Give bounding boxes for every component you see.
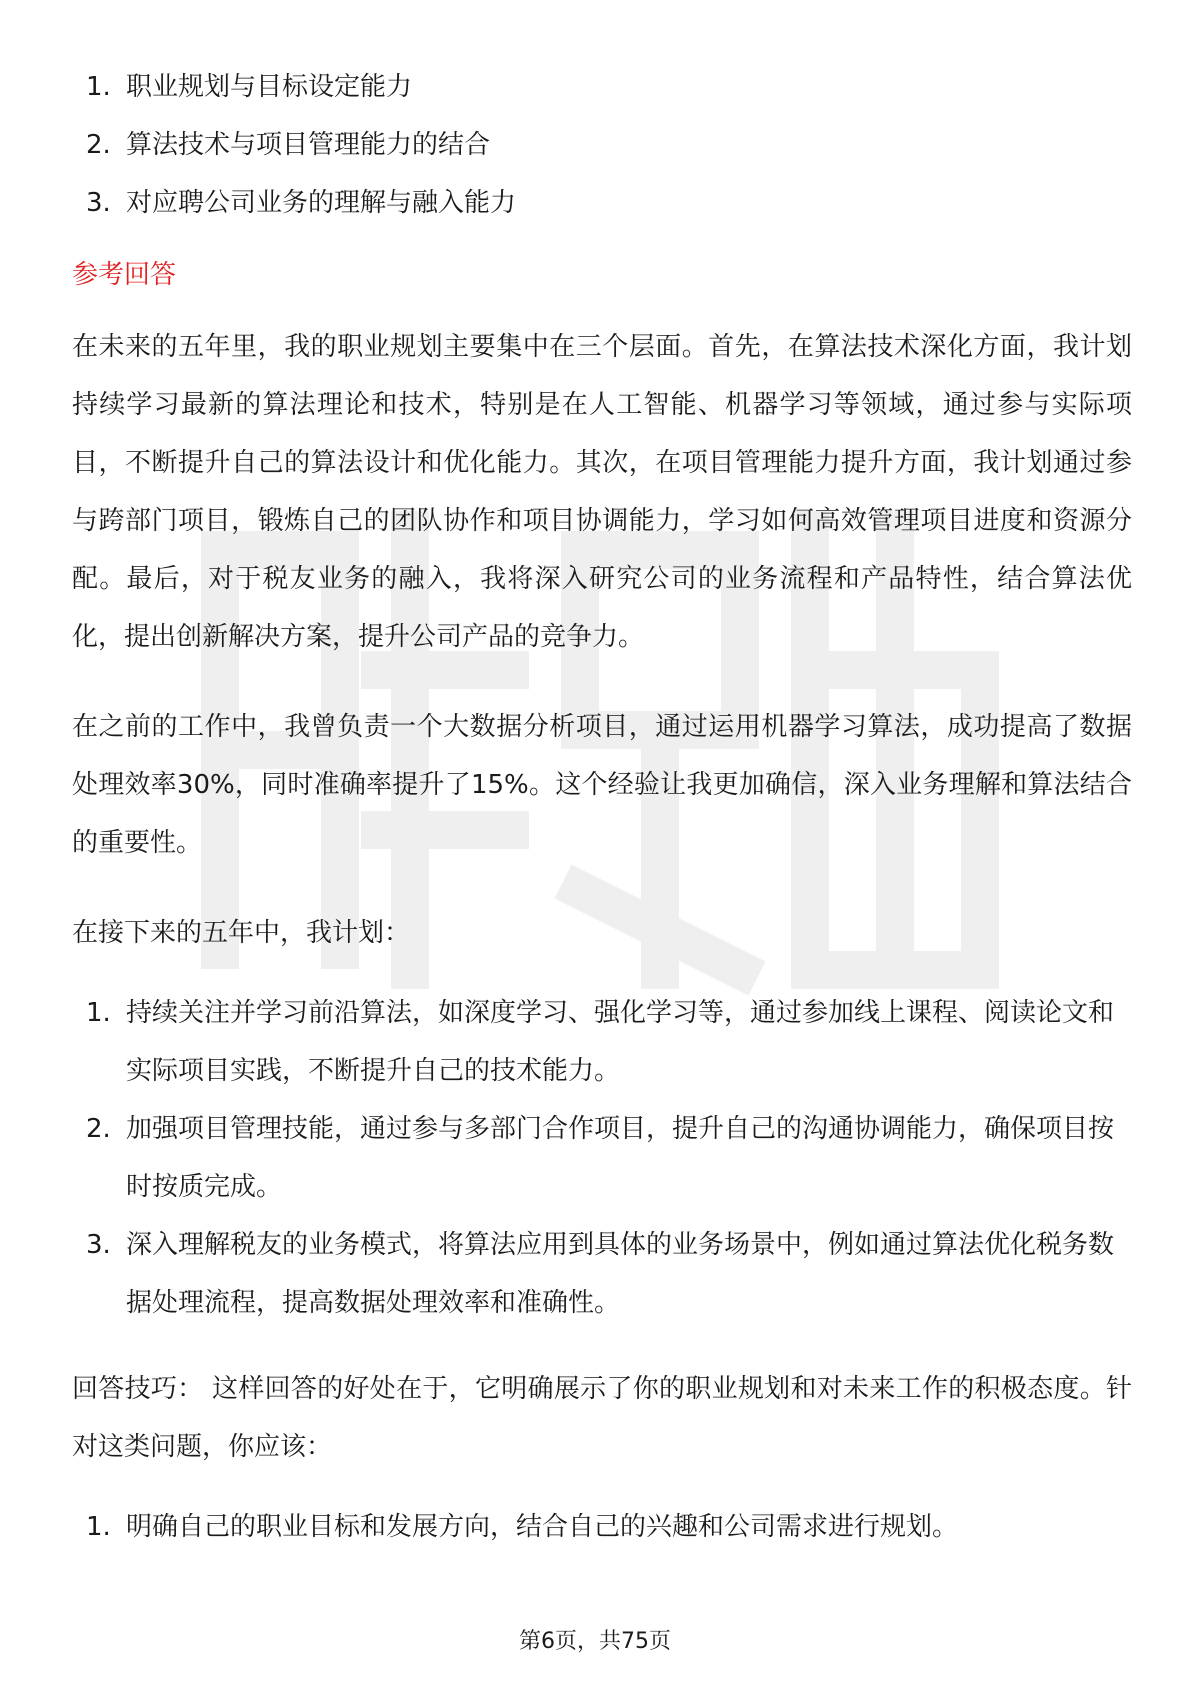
list-number: 2.: [86, 1114, 111, 1144]
list-number: 2.: [86, 130, 111, 160]
list-item: [72, 116, 1132, 174]
section-title: 参考回答: [72, 260, 177, 290]
list-number: 1.: [86, 998, 111, 1028]
plan-list: [72, 984, 1132, 1332]
list-item: [72, 984, 1132, 1100]
list-text: 持续关注并学习前沿算法，如深度学习、强化学习等，通过参加线上课程、阅读论文和实际项目实践，不断提升自己的技术能力。: [126, 998, 1115, 1086]
document-page: [72, 58, 1132, 1556]
list-item: [72, 1216, 1132, 1332]
list-number: 3.: [86, 1230, 111, 1260]
list-item: [72, 58, 1132, 116]
answer-paragraph-1: 在未来的五年里，我的职业规划主要集中在三个层面。首先，在算法技术深化方面，我计划持续学习最新的算法理论和技术，特别是在人工智能、机器学习等领域，通过参与实际项目，不断提升自己的算法设计和优化能力。其次，在项目管理能力提升方面，我计划通过参与跨部门项目，锻炼自己的团队协作和项目协调能力，学习如何高效管理项目进度和资源分配。最后，对于税友业务的融入，我将深入研究公司的业务流程和产品特性，结合算法优化，提出创新解决方案，提升公司产品的竞争力。: [72, 332, 1132, 652]
list-number: 1.: [86, 1512, 111, 1542]
list-item: [72, 1498, 1132, 1556]
tips-paragraph: 回答技巧： 这样回答的好处在于，它明确展示了你的职业规划和对未来工作的积极态度。针对这类问题，你应该：: [72, 1374, 1132, 1462]
list-number: 3.: [86, 188, 111, 218]
list-text: 职业规划与目标设定能力: [126, 72, 413, 102]
list-item: [72, 174, 1132, 232]
list-text: 明确自己的职业目标和发展方向，结合自己的兴趣和公司需求进行规划。: [126, 1512, 959, 1542]
list-text: 对应聘公司业务的理解与融入能力: [126, 188, 517, 218]
list-text: 加强项目管理技能，通过参与多部门合作项目，提升自己的沟通协调能力，确保项目按时按质完成。: [126, 1114, 1115, 1202]
list-text: 深入理解税友的业务模式，将算法应用到具体的业务场景中，例如通过算法优化税务数据处理流程，提高数据处理效率和准确性。: [126, 1230, 1115, 1318]
list-item: [72, 1100, 1132, 1216]
page-footer: 第6页，共75页: [519, 1629, 671, 1654]
answer-paragraph-2: 在之前的工作中，我曾负责一个大数据分析项目，通过运用机器学习算法，成功提高了数据处理效率30%，同时准确率提升了15%。这个经验让我更加确信，深入业务理解和算法结合的重要性。: [72, 712, 1132, 858]
list-text: 算法技术与项目管理能力的结合: [126, 130, 491, 160]
tips-list: [72, 1498, 1132, 1556]
answer-paragraph-3: 在接下来的五年中，我计划：: [72, 918, 411, 948]
top-list: [72, 58, 1132, 232]
list-number: 1.: [86, 72, 111, 102]
